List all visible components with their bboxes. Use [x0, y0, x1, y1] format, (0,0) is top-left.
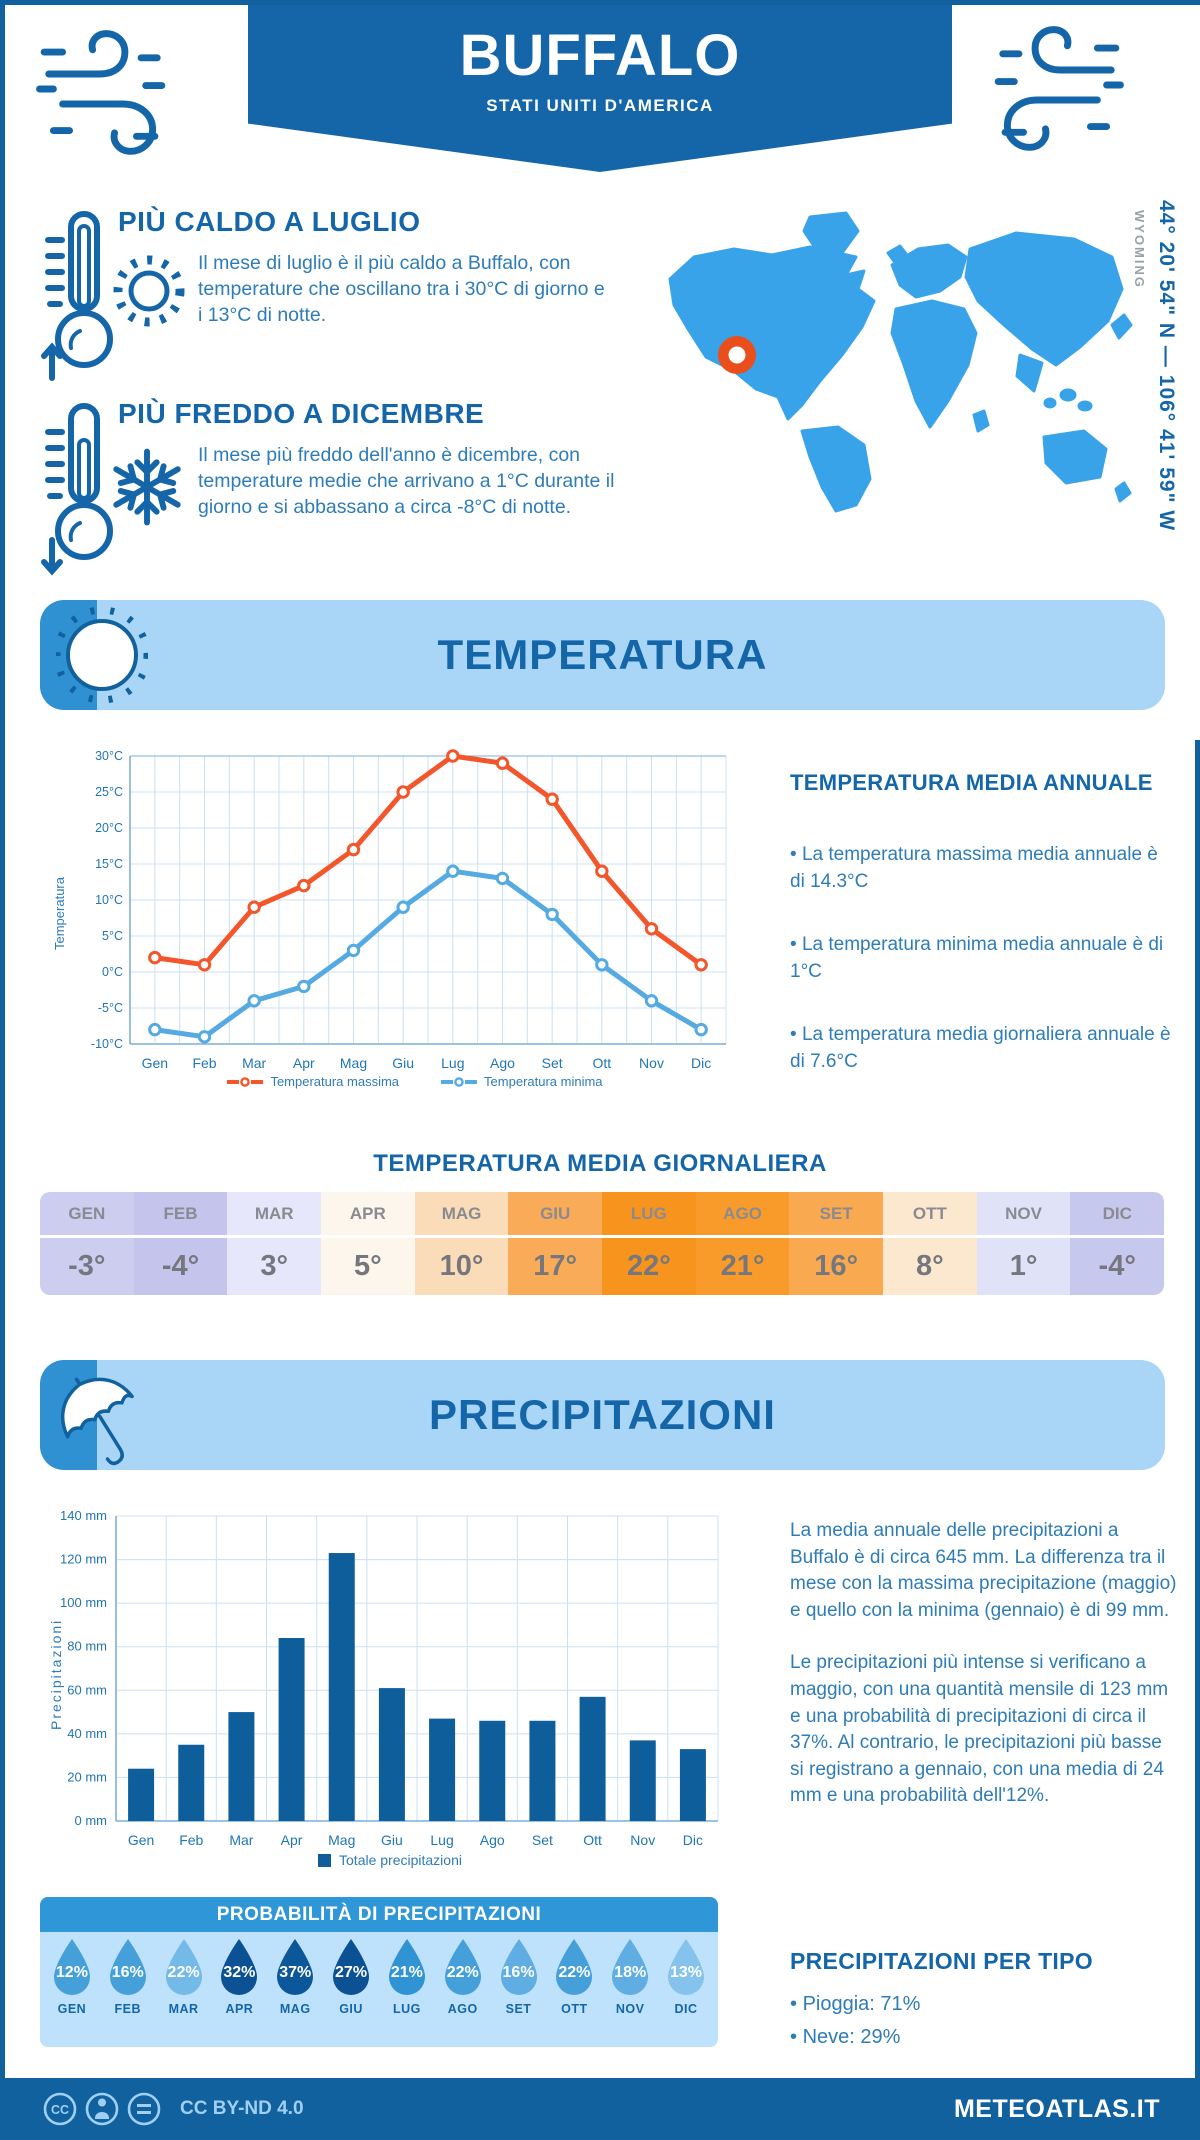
probability-month — [44, 1938, 100, 2016]
svg-text:-10°C: -10°C — [90, 1037, 123, 1051]
svg-text:Giu: Giu — [381, 1832, 403, 1848]
data-point — [696, 1024, 706, 1034]
probability-month-label: MAG — [279, 2002, 311, 2016]
data-point — [249, 902, 259, 912]
prec-chart-ylabel: Precipitazioni — [48, 1618, 64, 1730]
annual-bullet: • La temperatura massima media annuale è di 14.3°C — [790, 842, 1174, 896]
daily-temp-cell — [227, 1192, 321, 1295]
svg-text:Mar: Mar — [229, 1832, 254, 1848]
svg-text:0°C: 0°C — [102, 965, 123, 979]
world-map — [660, 205, 1135, 515]
bar — [279, 1638, 305, 1821]
daily-month-label: LUG — [602, 1192, 696, 1238]
annual-temp-title: TEMPERATURA MEDIA ANNUALE — [790, 770, 1153, 795]
data-point — [348, 945, 358, 955]
daily-temp-cell — [789, 1192, 883, 1295]
daily-month-label: FEB — [134, 1192, 228, 1238]
rain-drop-icon — [385, 1938, 429, 1996]
bar — [479, 1721, 505, 1821]
daily-month-label: GEN — [40, 1192, 134, 1238]
page-title: BUFFALO — [459, 23, 741, 88]
probability-value: 37% — [279, 1964, 312, 1981]
svg-text:25°C: 25°C — [95, 785, 123, 799]
svg-text:30°C: 30°C — [95, 749, 123, 763]
probability-title: PROBABILITÀ DI PRECIPITAZIONI — [40, 1897, 718, 1932]
svg-text:CC: CC — [50, 2103, 70, 2117]
daily-month-label: MAG — [415, 1192, 509, 1238]
snowflake-icon — [104, 444, 190, 530]
data-point — [398, 902, 408, 912]
svg-text:Ago: Ago — [479, 1832, 505, 1848]
data-point — [199, 1032, 209, 1042]
sun-icon — [108, 250, 190, 332]
annual-bullet: • La temperatura minima media annuale è di 1°C — [790, 932, 1174, 986]
svg-text:Nov: Nov — [630, 1832, 656, 1848]
probability-value: 22% — [558, 1964, 591, 1981]
license-label: CC BY-ND 4.0 — [180, 2098, 304, 2119]
temperature-chart — [82, 742, 742, 1087]
data-point — [646, 996, 656, 1006]
rain-drop-icon — [608, 1938, 652, 1996]
precipitation-text — [790, 1518, 1178, 1836]
wind-icon — [28, 14, 178, 164]
daily-temp-value: -3° — [68, 1250, 106, 1282]
svg-text:Ott: Ott — [583, 1832, 602, 1848]
probability-month — [100, 1938, 156, 2016]
daily-month-label: DIC — [1070, 1192, 1164, 1238]
rain-drop-icon — [273, 1938, 317, 1996]
svg-text:Mar: Mar — [242, 1055, 267, 1071]
data-point — [448, 751, 458, 761]
daily-temp-cell — [696, 1192, 790, 1295]
legend-label-min: Temperatura minima — [484, 1074, 603, 1089]
probability-month — [267, 1938, 323, 2016]
probability-month-label: MAR — [168, 2002, 199, 2016]
probability-value: 21% — [390, 1964, 423, 1981]
probability-month — [211, 1938, 267, 2016]
legend-item-max — [227, 1074, 399, 1089]
data-point — [398, 787, 408, 797]
svg-text:140 mm: 140 mm — [60, 1508, 107, 1523]
rain-drop-icon — [50, 1938, 94, 1996]
svg-text:80 mm: 80 mm — [67, 1638, 107, 1654]
rain-drop-icon — [217, 1938, 261, 1996]
daily-temp-table — [40, 1192, 1164, 1295]
page-subtitle: STATI UNITI D'AMERICA — [486, 96, 714, 115]
daily-temp-cell — [40, 1192, 134, 1295]
daily-temp-value: 8° — [916, 1250, 944, 1282]
precipitation-paragraph: La media annuale delle precipitazioni a Buffalo è di circa 645 mm. La differenza tra il mese con la massima precipitazione (maggio) e quello con la minima (gennaio) è di 99 mm. — [790, 1520, 1177, 1621]
daily-temp-value: 10° — [439, 1250, 484, 1282]
rain-drop-icon — [329, 1938, 373, 1996]
probability-value: 12% — [55, 1964, 88, 1981]
data-point — [150, 952, 160, 962]
data-point — [497, 873, 507, 883]
daily-temp-value: 16° — [814, 1250, 859, 1282]
rain-drop-icon — [552, 1938, 596, 1996]
daily-temp-cell — [321, 1192, 415, 1295]
prec-chart-legend — [40, 1852, 740, 1868]
rain-drop-icon — [106, 1938, 150, 1996]
temperature-section-title: TEMPERATURA — [437, 631, 768, 678]
temp-chart-ylabel: Temperatura — [52, 877, 67, 950]
svg-text:Ott: Ott — [592, 1055, 612, 1071]
daily-temp-value: 21° — [720, 1250, 765, 1282]
bar — [529, 1721, 555, 1821]
probability-month-label: OTT — [561, 2002, 588, 2016]
svg-text:Apr: Apr — [280, 1832, 303, 1848]
bar — [128, 1769, 154, 1821]
svg-text:Mag: Mag — [339, 1055, 368, 1071]
svg-text:Giu: Giu — [392, 1055, 415, 1071]
svg-text:-5°C: -5°C — [97, 1001, 123, 1015]
probability-value: 18% — [614, 1964, 647, 1981]
daily-temp-title: TEMPERATURA MEDIA GIORNALIERA — [373, 1150, 827, 1177]
svg-text:0 mm: 0 mm — [74, 1813, 107, 1828]
coldest-text: Il mese più freddo dell'anno è dicembre, con temperature medie che arrivano a 1°C durante il giorno e si abbassano a circa -8°C di notte. — [198, 444, 615, 519]
daily-temp-value: 1° — [1009, 1250, 1038, 1282]
bar — [329, 1553, 355, 1821]
svg-text:Nov: Nov — [639, 1055, 664, 1071]
daily-temp-value: 5° — [353, 1250, 382, 1282]
daily-month-label: MAR — [227, 1192, 321, 1238]
rain-drop-icon — [441, 1938, 485, 1996]
data-point — [547, 794, 557, 804]
probability-month — [658, 1938, 714, 2016]
region-label: WYOMING — [1132, 210, 1147, 289]
bar — [680, 1749, 706, 1821]
precipitation-paragraph: Le precipitazioni più intense si verificano a maggio, con una quantità mensile di 123 mm e una probabilità di precipitazioni di circa il 37%. Al contrario, le precipitazioni più basse si registrano a gennaio, con una media di 24 mm e una probabilità dell'12%. — [790, 1652, 1169, 1807]
per-type-bullet: • Pioggia: 71% — [790, 1988, 1180, 2021]
svg-text:Ago: Ago — [490, 1055, 515, 1071]
wind-icon — [982, 10, 1132, 160]
daily-temp-cell — [883, 1192, 977, 1295]
site-name: METEOATLAS.IT — [953, 2094, 1160, 2123]
data-point — [448, 866, 458, 876]
data-point — [646, 924, 656, 934]
rain-drop-icon — [664, 1938, 708, 1996]
probability-month-label: GIU — [339, 2002, 363, 2016]
precipitation-chart — [40, 1498, 740, 1848]
precipitation-section-title: PRECIPITAZIONI — [429, 1391, 776, 1438]
data-point — [547, 909, 557, 919]
bar — [228, 1712, 254, 1821]
per-type-bullets — [790, 1988, 1180, 2054]
data-point — [299, 880, 309, 890]
annual-temp-bullets — [790, 842, 1174, 1112]
svg-text:40 mm: 40 mm — [67, 1725, 107, 1741]
probability-drops — [44, 1938, 714, 2016]
svg-text:Apr: Apr — [292, 1055, 315, 1071]
probability-month — [156, 1938, 212, 2016]
svg-text:Feb: Feb — [192, 1055, 217, 1071]
probability-month-label: LUG — [392, 2002, 421, 2016]
per-type-bullet: • Neve: 29% — [790, 2021, 1180, 2054]
daily-temp-value: -4° — [1098, 1250, 1136, 1282]
bar — [429, 1719, 455, 1821]
svg-text:20 mm: 20 mm — [67, 1769, 107, 1785]
probability-value: 22% — [167, 1964, 200, 1981]
bar — [379, 1688, 405, 1821]
probability-value: 27% — [335, 1964, 368, 1981]
legend-item-min — [441, 1074, 603, 1089]
daily-month-label: NOV — [977, 1192, 1071, 1238]
svg-text:Set: Set — [531, 1832, 553, 1848]
daily-temp-value: -4° — [161, 1250, 200, 1282]
probability-month-label: AGO — [447, 2002, 478, 2016]
daily-month-label: GIU — [508, 1192, 602, 1238]
chart-grid — [116, 1516, 718, 1821]
legend-swatch — [318, 1854, 331, 1867]
daily-temp-cell — [1070, 1192, 1164, 1295]
rain-drop-icon — [162, 1938, 206, 1996]
data-point — [696, 960, 706, 970]
chart-grid — [130, 756, 726, 1044]
rain-drop-icon — [497, 1938, 541, 1996]
svg-text:15°C: 15°C — [95, 857, 123, 871]
bar — [178, 1745, 204, 1821]
cc-by-nd-icons — [40, 2089, 166, 2129]
legend-label-total: Totale precipitazioni — [339, 1852, 462, 1868]
svg-text:100 mm: 100 mm — [60, 1595, 107, 1611]
probability-month — [379, 1938, 435, 2016]
probability-value: 13% — [670, 1964, 703, 1981]
svg-text:Feb: Feb — [179, 1832, 204, 1848]
probability-month — [491, 1938, 547, 2016]
svg-text:120 mm: 120 mm — [60, 1551, 107, 1567]
svg-text:Lug: Lug — [441, 1055, 465, 1071]
probability-month-label: GEN — [57, 2002, 87, 2016]
daily-month-label: OTT — [883, 1192, 977, 1238]
daily-temp-cell — [977, 1192, 1071, 1295]
daily-temp-value: 17° — [533, 1250, 578, 1282]
data-point — [497, 758, 507, 768]
bar — [580, 1697, 606, 1821]
license-block — [40, 2089, 304, 2129]
per-type-title: PRECIPITAZIONI PER TIPO — [790, 1948, 1093, 1974]
coordinates-label: 44° 20' 54" N — 106° 41' 59" W — [1155, 200, 1178, 532]
probability-month-label: NOV — [615, 2002, 645, 2016]
daily-temp-cell — [415, 1192, 509, 1295]
probability-month-label: SET — [505, 2002, 532, 2016]
legend-label-max: Temperatura massima — [270, 1074, 400, 1089]
probability-month-label: FEB — [114, 2002, 141, 2016]
daily-temp-cell — [602, 1192, 696, 1295]
probability-month — [435, 1938, 491, 2016]
annual-bullet: • La temperatura media giornaliera annuale è di 7.6°C — [790, 1022, 1174, 1076]
probability-month — [323, 1938, 379, 2016]
probability-month — [602, 1938, 658, 2016]
probability-value: 22% — [446, 1964, 479, 1981]
hottest-title: PIÙ CALDO A LUGLIO — [118, 206, 421, 237]
svg-text:Set: Set — [541, 1055, 563, 1071]
svg-text:Gen: Gen — [141, 1055, 169, 1071]
daily-temp-cell — [508, 1192, 602, 1295]
probability-month-label: DIC — [674, 2002, 698, 2016]
probability-month — [546, 1938, 602, 2016]
data-point — [348, 844, 358, 854]
daily-temp-value: 3° — [260, 1250, 289, 1282]
probability-value: 32% — [223, 1964, 256, 1981]
daily-month-label: AGO — [696, 1192, 790, 1238]
daily-temp-cell — [134, 1192, 228, 1295]
daily-month-label: APR — [321, 1192, 415, 1238]
svg-text:Gen: Gen — [127, 1832, 155, 1848]
probability-month-label: APR — [225, 2002, 254, 2016]
page-border-left — [0, 0, 5, 2140]
data-point — [150, 1024, 160, 1034]
svg-text:10°C: 10°C — [95, 893, 123, 907]
location-marker — [718, 336, 756, 374]
temp-chart-legend — [90, 1074, 740, 1089]
probability-value: 16% — [502, 1964, 535, 1981]
svg-text:5°C: 5°C — [102, 929, 123, 943]
svg-text:60 mm: 60 mm — [67, 1682, 107, 1698]
page-border-top — [0, 0, 1200, 5]
data-point — [299, 981, 309, 991]
svg-text:Lug: Lug — [430, 1832, 454, 1848]
bar — [630, 1740, 656, 1821]
data-point — [199, 960, 209, 970]
svg-text:Mag: Mag — [328, 1832, 356, 1848]
data-point — [597, 960, 607, 970]
data-point — [597, 866, 607, 876]
footer — [0, 2078, 1200, 2140]
data-point — [249, 996, 259, 1006]
daily-month-label: SET — [789, 1192, 883, 1238]
probability-value: 16% — [111, 1964, 144, 1981]
svg-text:20°C: 20°C — [95, 821, 123, 835]
hottest-text: Il mese di luglio è il più caldo a Buffalo, con temperature che oscillano tra i 30°C di giorno e i 13°C di notte. — [198, 252, 605, 327]
svg-text:Dic: Dic — [682, 1832, 704, 1848]
coldest-title: PIÙ FREDDO A DICEMBRE — [118, 398, 485, 429]
page-border-right — [1195, 740, 1200, 2140]
svg-text:Dic: Dic — [691, 1055, 712, 1071]
daily-temp-value: 22° — [626, 1250, 671, 1282]
